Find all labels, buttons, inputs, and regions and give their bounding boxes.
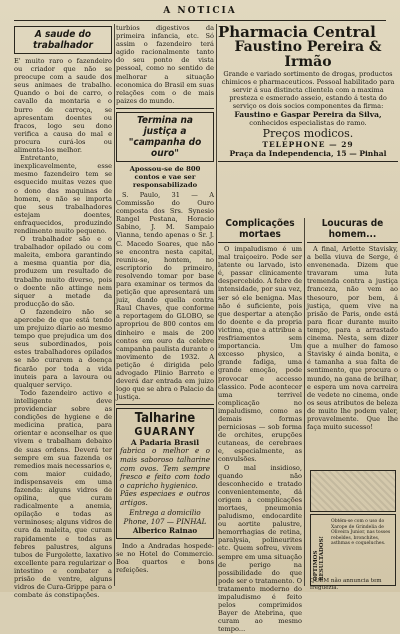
- article-headline: Termina na justiça a "campanha do ouro": [116, 112, 214, 162]
- article-body-2: O mal insidioso, quando não desconhecido e tratado convenientemente, dá origem a complicações mortaes, pneumonia paludismo, endocardite ou aortite palustre, hemorrhagias de retina, paralysia, polineurites etc. Quem sofreu, vivem sempre em uma situação de perigo na possibilidade do que pode ser o tratamento. O tratamento moderno do impaludismo é feito pelos comprimidos Bayer de Atebrina, que curam ao mesmo tempo...: [218, 463, 302, 634]
- ad-subtitle: A Padaria Brasil: [130, 438, 200, 448]
- pharmacy-prices: Preços modicos.: [262, 127, 354, 141]
- divider: [116, 108, 214, 109]
- faded-stamp: [310, 470, 396, 512]
- article-headline: Complicações mortaes: [218, 218, 302, 243]
- ad-body: fabrica o melhor e o mais saboroso talharine com ovos. Tem sempre fresco e feito com todo o capricho hygienico.: [120, 446, 210, 490]
- ad-phone: Phone, 107 — PINHAL: [123, 516, 207, 526]
- quem-notice: QUEM não annuncia tem freguezia.: [310, 578, 382, 591]
- pharmacy-partners: Faustino e Gaspar Pereira da Silva,: [234, 110, 382, 120]
- divider: [116, 404, 214, 405]
- article-headline: Loucuras de homem...: [307, 218, 398, 243]
- article-body: O impaludismo é um mal traiçoeiro. Pode ser latente ou larvado, isto é, passar clinicamente despercebido. A febre de intensidade, por sua vez, ser só ele benigna. Mas não é suficiente, pois que despertar a atenção do doente e da propria victima, que a attribue a resfriamentos sem importancia. Um excesso physico, a grande fadiga, uma grande emoção, pode provocar e accesso classico. Pode acontecer uma terrivel complicação no impaludismo, como as demais formas perniciosas — sob forma de orchites, erupções cutaneas, de cerebraes e, especialmente, as convulsões.: [218, 245, 302, 464]
- optimos-vertical-title: OPTIMOS RESULTADOS!: [313, 536, 325, 581]
- column-2: [116, 24, 214, 586]
- article-paragraph: O fazendeiro não se apercebe de que está tendo um prejuizo diario ao mesmo tempo que prejudica um dos seus subordinados, pois estes trabalhadores opilados se não curarem a doença ficarão por toda a vida inuteis para a lavoura ou qualquer serviço.: [14, 307, 112, 389]
- pharmacy-owners: Faustino Pereira & Irmão: [234, 39, 382, 70]
- hotel-notice: Indo a Andradas hospede-se no Hotel do Commercio. Boa quartos e bons refeições.: [116, 541, 214, 574]
- pharmacy-address: Praça da Independencia, 15 — Pinhal: [229, 149, 387, 159]
- ad-brand: Talharine: [134, 411, 196, 427]
- article-headline: A saude do trabalhador: [14, 26, 112, 54]
- article-paragraph: Entretanto, inexplicavelmente, esse mesmo fazendeiro tem se esquecido muitas vezes que o dono das maquinas de homem, e não se importa que seus trabalhadores estejam doentes, enfraquecidos, produzindo rendimento muito pequeno.: [14, 154, 112, 235]
- article-paragraph: O trabalhador são e o trabalhador opilado ou com maleita, embora garantindo a mesma quantia por dia, produzem um resultado de trabalho muito diverso, pois o doente não attinge nem siquer a metade da producção do são.: [14, 235, 112, 308]
- column-1: [14, 24, 112, 600]
- ad-delivery: Entrega a domicilio: [129, 507, 201, 517]
- pharmacy-title: Pharmacia Central: [218, 23, 376, 41]
- divider: [218, 161, 398, 162]
- article-body: S. Paulo, 31 — A Commissão do Ouro composta dos Srs. Synesio Rangel Pestana, Horacio Sabino, J. M. Sampaio Vianna, tendo apenas o Sr. J. C. Macedo Soares, que não se encontra nesta capital, reuniu-se, hontem, no escriptorio do primeiro, resolvendo tomar por base para examinar os termos da petição que apresentará um juiz, dando quella contra Raul Chaves, que conforme a reportagem do GLOBO, se apropriou de 800 contos em dinheiro e mais de 200 contos em ouro da celebre campanha paulista durante o movimento de 1932. A petição é dirigida pelo advogado Plinio Barreto e deverá dar entrada em juizo logo que se abra o Palacio da Justiça.: [116, 190, 214, 402]
- masthead: A NOTICIA: [163, 6, 237, 16]
- masthead-rule: [14, 20, 386, 21]
- complicacoes-article: [218, 218, 302, 634]
- article-subhead: Apossou-se de 800 contos e vae ser responsabilizado: [129, 164, 201, 189]
- optimos-text: Obtém-se com o uso do Xarope de Grindelia de Oliveira Junior, nas tosses rebeldes, bronchites, asthmas e coqueluches.: [331, 519, 391, 547]
- ad-product: GUARANY: [134, 425, 196, 439]
- ad-body-2: Pães especiaes e outros artigos.: [120, 489, 210, 507]
- column-divider: [114, 24, 115, 586]
- ad-owner: Alberico Rainao: [132, 525, 198, 535]
- article-paragraph: Todo fazendeiro activo e intelligente deve providenciar sobre as condições de hygiene e de medicina pratica, para orientar e aconselhar os que vivem e trabalham debaixo de suas ordens. Deverá ter sempre em sua fazenda os remedios mais necessarios e, com maior cuidado, indispensaveis em uma fazenda: alguns vidros de opilina, que curam radicalmente a anemia, opilação e todas as verminoses; alguns vidros de cura da maleita, que curam rapidamente e todas as febres palustres, alguns tubos de Furgolette, laxativo excellente para regularizar o intestino e combater a prisão de ventre, alguns vidros de Cura-Grippe para o combate ás constipações.: [14, 388, 112, 600]
- optimos-advertisement: [310, 514, 396, 586]
- article-body: A final, Arlette Stavisky, a bella viuva de Serge, é envenenada. Dizem que travaram uma luta tremenda contra a justiça franceza, não vem ao thesouro, por bem, á justiça, quem vive na prisão de Paris, onde está para ficar durante muito tempo, para a arrastado cinema. Nesta, sem dizer que a mulher do famoso Stavisky é ainda bonita, e é tamanha a sua falta de sentimento, que procura o mundo, na gana de brilhar, e espera um nova carreira de vedete no cinema, onde os seus atributos de beleza de muito lhe podem valer, provavelmente. Que lhe faça muito sucesso!: [307, 245, 398, 432]
- talharine-advertisement: [116, 408, 214, 538]
- column-divider: [304, 218, 305, 586]
- article-paragraph: E' muito raro o fazendeiro ou criador que não se preocupe com a saude dos seus animaes de trabalho. Quando o boi de carro, o cavallo da montaria e o burro de carroça, se apresentam doentes ou fracos, logo seu dono verifica a causa do mal e procura curá-los ou alimenta-los melhor.: [14, 57, 112, 155]
- pharmacy-partners-desc: conhecidos especialistas do ramo.: [249, 119, 367, 128]
- column-divider: [216, 24, 217, 586]
- pharmacy-description: Grande e variado sortimento de drogas, productos chimicos e pharmaceuticos. Pessoal habilitado para servir á sua distincta clientela com a maxima presteza e esmerado asseio, estando á testa do serviço os dois socios componentes da firma:: [221, 70, 395, 111]
- article-continuation: turbios digestivos da primeira infancia, etc. Só assim o fazendeiro terá agido racionalmente tanto do seu ponto de vista pessoal, como no sentido de melhorar a situação economica do Brasil em suas relações com o de mais paizes do mundo.: [116, 24, 214, 105]
- pharmacy-telephone: TELEPHONE — 29: [262, 140, 354, 150]
